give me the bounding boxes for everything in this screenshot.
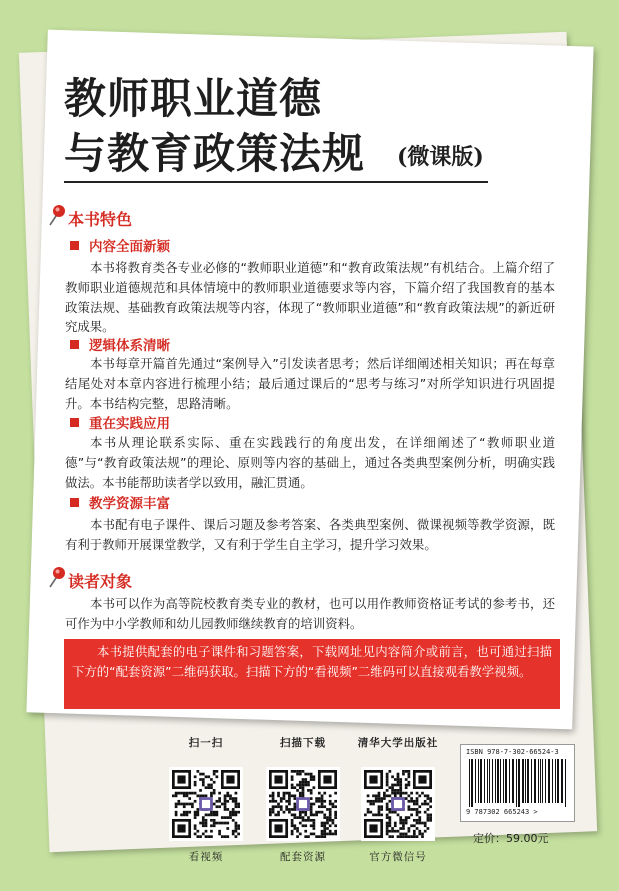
book-title-line-1: 教师职业道德 xyxy=(64,74,323,123)
barcode-icon xyxy=(467,759,569,807)
feature-label: 重在实践应用 xyxy=(89,416,170,432)
book-title-line-2: 与教育政策法规 xyxy=(64,129,366,178)
price-label: 定价：59.00元 xyxy=(473,832,549,845)
edition-label: (微课版) xyxy=(397,144,484,170)
feature-label: 教学资源丰富 xyxy=(89,496,170,512)
barcode-digits: 9 787302 665243 > xyxy=(466,808,538,816)
feature-heading-4 xyxy=(70,492,170,512)
feature-text-1: 本书将教育类各专业必修的“教师职业道德”和“教育政策法规”有机结合。上篇介绍了教师职业道德规范和具体情境中的教师职业道德要求等内容，下篇介绍了我国教育的基本政策法规、基础教育政策法规等内容，体现了“教师职业道德”和“教育政策法规”的新近研究成果。 xyxy=(65,260,555,335)
feature-text-3: 本书从理论联系实际、重在实践践行的角度出发，在详细阐述了“教师职业道德”与“教育政策法规”的理论、原则等内容的基础上，通过各类典型案例分析，明确实践做法。本书能帮助读者学以致用，融汇贯通。 xyxy=(65,435,555,490)
qr-caption: 配套资源 xyxy=(280,851,326,863)
feature-text-2: 本书每章开篇首先通过“案例导入”引发读者思考；然后详细阐述相关知识；再在每章结尾处对本章内容进行梳理小结；最后通过课后的“思考与练习”对所学知识进行巩固提升。本书结构完整，思路清晰。 xyxy=(65,356,555,411)
square-bullet-icon xyxy=(70,418,79,427)
audience-text: 本书可以作为高等院校教育类专业的教材，也可以用作教师资格证考试的参考书，还可作为中小学教师和幼儿园教师继续教育的培训资料。 xyxy=(65,596,555,631)
pushpin-icon xyxy=(48,204,66,226)
qr-label: 清华大学出版社 xyxy=(357,737,439,749)
qr-code-icon[interactable] xyxy=(361,767,435,841)
qr-caption: 官方微信号 xyxy=(369,851,427,863)
square-bullet-icon xyxy=(70,340,79,349)
feature-heading-3 xyxy=(70,412,170,432)
title-divider xyxy=(64,181,488,183)
qr-group-wechat xyxy=(350,735,446,864)
feature-label: 内容全面新颖 xyxy=(89,239,170,255)
qr-label: 扫一扫 xyxy=(188,737,224,749)
isbn-barcode xyxy=(460,744,575,822)
feature-label: 逻辑体系清晰 xyxy=(89,338,170,354)
qr-label: 扫描下载 xyxy=(280,737,326,749)
square-bullet-icon xyxy=(70,498,79,507)
feature-text-4: 本书配有电子课件、课后习题及参考答案、各类典型案例、微课视频等教学资源，既有利于教师开展课堂教学，又有利于学生自主学习，提升学习效果。 xyxy=(65,517,555,552)
audience-heading: 读者对象 xyxy=(68,572,133,591)
features-heading: 本书特色 xyxy=(68,210,133,229)
feature-heading-2 xyxy=(70,334,170,354)
resource-notice: 本书提供配套的电子课件和习题答案，下载网址见内容简介或前言，也可通过扫描下方的“配套资源”二维码获取。扫描下方的“看视频”二维码可以直接观看教学视频。 xyxy=(64,639,560,709)
pushpin-icon xyxy=(48,566,66,588)
qr-code-icon[interactable] xyxy=(169,767,243,841)
feature-heading-1 xyxy=(70,235,170,255)
qr-group-video xyxy=(158,735,254,864)
qr-group-resources xyxy=(255,735,351,864)
qr-caption: 看视频 xyxy=(188,851,224,863)
isbn-number: ISBN 978-7-302-66524-3 xyxy=(466,748,559,756)
square-bullet-icon xyxy=(70,241,79,250)
qr-code-icon[interactable] xyxy=(266,767,340,841)
